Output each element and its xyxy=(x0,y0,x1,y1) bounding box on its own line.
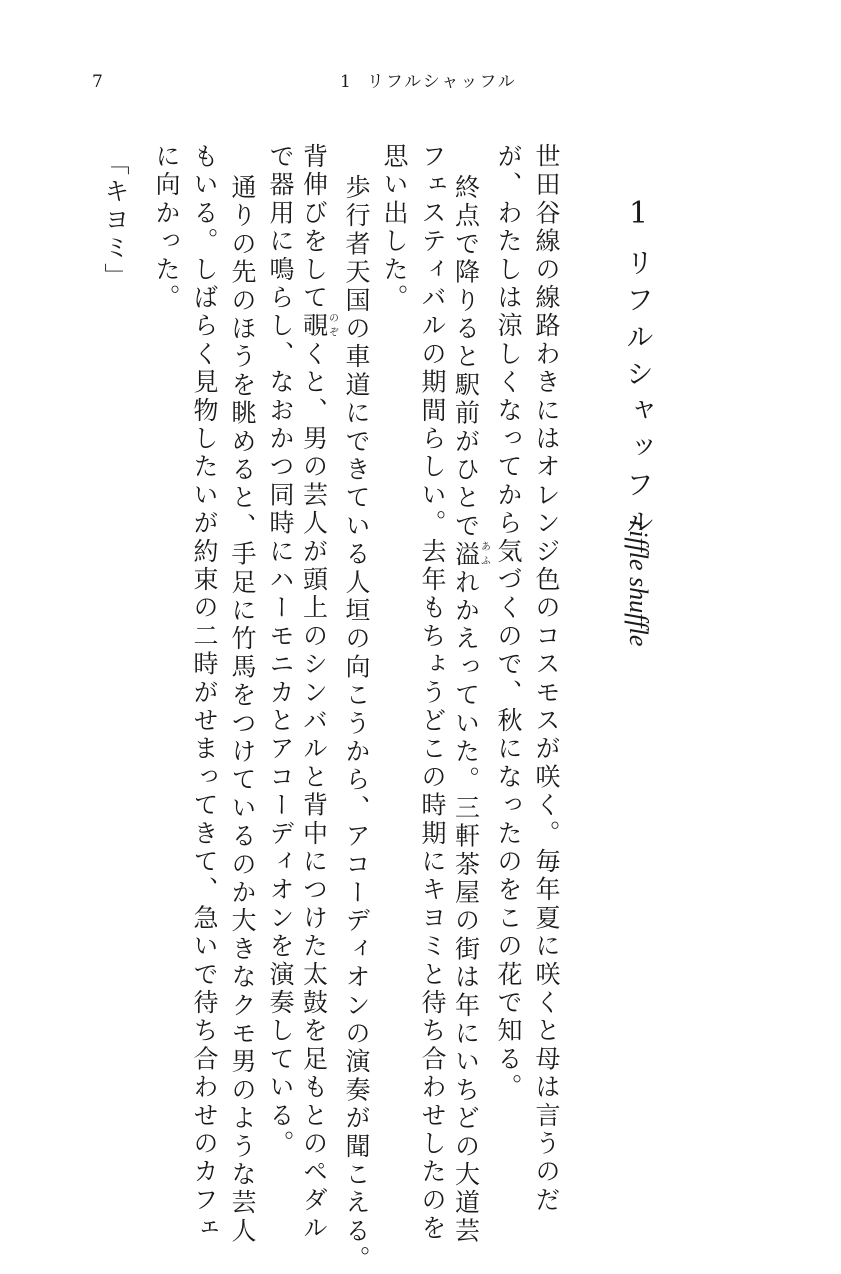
body-line-12: 「キヨミ」 xyxy=(101,150,130,291)
body-line-6: 歩行者天国の車道にできている人垣の向こうから、アコーディオンの演奏が聞こえる。 xyxy=(342,174,371,1274)
line-7-part-a: 背伸びをして xyxy=(299,143,329,313)
chapter-subtitle: riffle shuffle xyxy=(624,520,653,647)
line-7-part-b: くと、男の芸人が頭上のシンバルと背中につけた太鼓を足もとのペダル xyxy=(299,340,329,1243)
page-number: 7 xyxy=(92,72,103,92)
body-line-11: に向かった。 xyxy=(152,143,181,313)
line-3-part-a: 終点で降りると駅前がひとで xyxy=(451,174,481,541)
chapter-title: リフルシャッフル xyxy=(622,248,655,544)
running-head-number: 1 xyxy=(340,72,353,92)
body-line-5: 思い出した。 xyxy=(380,143,409,313)
body-line-1: 世田谷線の線路わきにはオレンジ色のコスモスが咲く。毎年夏に咲くと母は言うのだ xyxy=(532,143,561,1215)
running-head-title: リフルシャッフル xyxy=(366,72,517,92)
body-line-7 xyxy=(299,143,337,1243)
body-line-2: が、わたしは涼しくなってから気づくので、秋になったのをこの花で知る。 xyxy=(494,143,523,1102)
chapter-number: 1 xyxy=(621,196,656,231)
ruby-nozo: 覗のぞ xyxy=(299,312,338,341)
body-line-8: で器用に鳴らし、なおかつ同時にハーモニカとアコーディオンを演奏している。 xyxy=(266,143,295,1159)
body-line-4: フェスティバルの期間らしい。去年もちょうどこの時期にキヨミと待ち合わせしたのを xyxy=(418,143,447,1243)
body-line-9: 通りの先のほうを眺めると、手足に竹馬をつけているのか大きなクモ男のような芸人 xyxy=(228,174,257,1246)
ruby-afure: 溢あふ xyxy=(451,540,490,569)
body-line-3 xyxy=(451,174,489,1246)
running-head xyxy=(340,72,517,92)
body-line-10: もいる。しばらく見物したいが約束の二時がせまってきて、急いで待ち合わせのカフェ xyxy=(190,143,219,1243)
line-3-part-b: れかえっていた。三軒茶屋の街は年にいちどの大道芸 xyxy=(451,568,481,1246)
